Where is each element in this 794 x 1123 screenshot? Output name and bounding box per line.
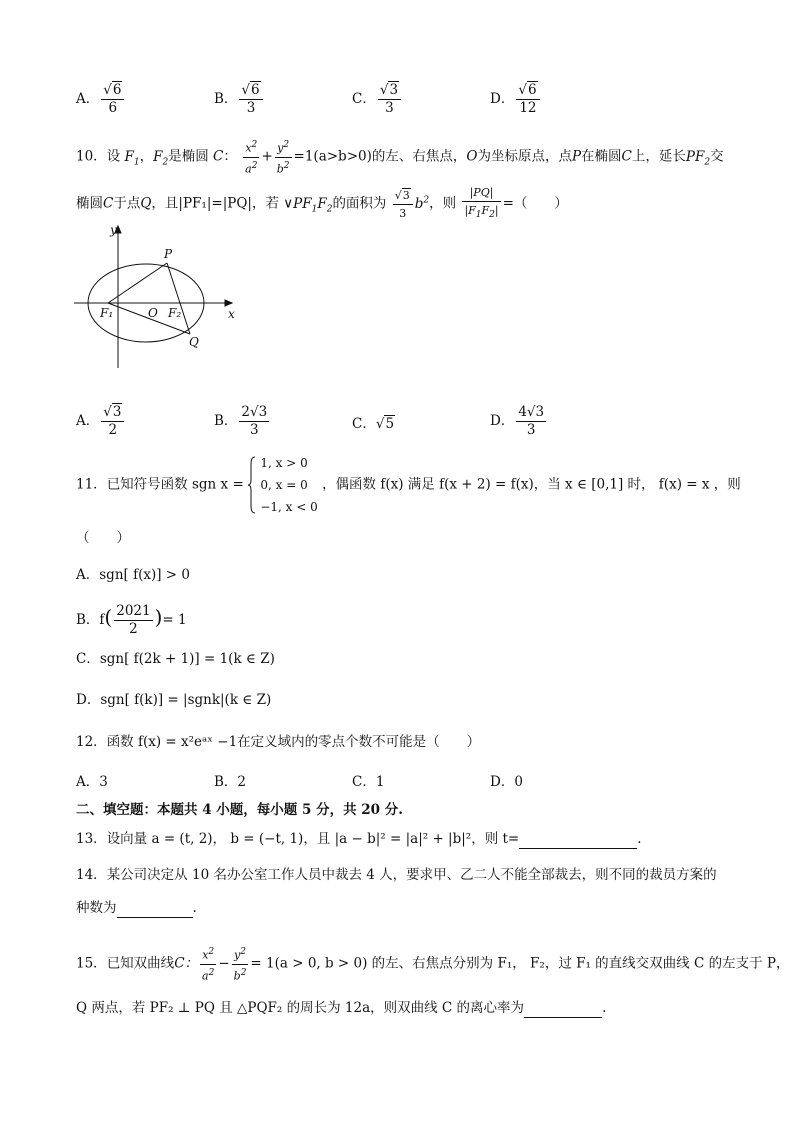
q10-option-d: D． $\frac{4√3}{3}$ xyxy=(490,404,545,438)
label-f2: F₂ xyxy=(168,306,182,320)
q12-option-d: D．0 xyxy=(490,774,523,790)
q12-option-a: A．3 xyxy=(76,774,108,790)
label-f1: F₁ xyxy=(100,306,114,320)
q15-answer-blank[interactable] xyxy=(524,1003,602,1018)
q12-stem: 12．函数 f(x) = x²eᵃˣ −1在定义域内的零点个数不可能是（ ） xyxy=(76,734,481,750)
q12-option-b: B．2 xyxy=(214,774,247,790)
q10-option-a: A． $\frac{√3}{2}$ xyxy=(76,405,126,438)
q11-paren: （ ） xyxy=(76,530,130,546)
ellipse-figure xyxy=(72,220,242,375)
label-p: P xyxy=(164,247,173,261)
piecewise-cases: 1, x > 0 0, x = 0 −1, x < 0 xyxy=(260,456,318,514)
q15-line1: 15．已知双曲线C： $\frac{x^2}{a^2}$ − $\frac{y^2}{b^2}$ = 1(a > 0, b > 0) 的左、右焦点分别为 F₁， F₂，过 F₁ 的直线交双曲线 C 的左支于 P， xyxy=(76,947,790,983)
q11-stem: 11．已知符号函数 sgn x = 1, x > 0 0, x = 0 −1, x < 0 ，偶函数 f(x) 满足 f(x + 2) = f(x)，当 x ∈ [0,1] 时， f(x) = x ，则 xyxy=(76,452,741,518)
q15-line2: Q 两点，若 PF₂ ⊥ PQ 且 △PQF₂ 的周长为 12a，则双曲线 C 的离心率为 . xyxy=(76,1000,607,1016)
q10-line2: 椭圆C于点Q，且|PF₁|=|PQ|，若 $\vee PF_1F_2$的面积为 $\frac{√3}{3}$ $b^2$，则 $\frac{|PQ|}{|F_1F_2|}$ =（ ） xyxy=(76,186,568,221)
q10-line1: 10．设 $F_1$，$F_2$是椭圆 C： $\frac{x^2}{a^2}$ + $\frac{y^2}{b^2}$ =1(a>b>0)的左、右焦点，O为坐标原点，点P在椭圆C上，延长$PF_2$交 xyxy=(76,140,724,176)
q11-option-b: B．f( $\frac{2021}{2}$ )= 1 xyxy=(76,603,187,637)
q13-answer-blank[interactable] xyxy=(519,834,637,849)
q14-line2: 种数为 . xyxy=(76,900,197,916)
q14-answer-blank[interactable] xyxy=(117,903,193,918)
q9-option-b: B． $\frac{√6}{3}$ xyxy=(214,83,265,116)
q9-option-c: C． $\frac{√3}{3}$ xyxy=(352,83,403,116)
q10-option-c: C．√5 xyxy=(352,416,395,432)
q13-stem: 13．设向量 a = (t, 2)， b = (−t, 1)，且 |a − b|² = |a|² + |b|²，则 t= . xyxy=(76,831,642,847)
q14-line1: 14．某公司决定从 10 名办公室工作人员中裁去 4 人，要求甲、乙二人不能全部裁去，则不同的裁员方案的 xyxy=(76,867,717,883)
segment-p-q xyxy=(167,263,190,334)
label-x: x xyxy=(228,307,235,321)
label-q: Q xyxy=(189,335,199,349)
label-o: O xyxy=(148,306,158,320)
section-fill-in-title: 二、填空题：本题共 4 小题，每小题 5 分，共 20 分. xyxy=(76,802,403,818)
q11-option-a: A．sgn[ f(x)] > 0 xyxy=(76,567,190,583)
q9-option-d: D． $\frac{√6}{12}$ xyxy=(490,83,542,116)
label-y: y xyxy=(110,223,117,237)
q11-option-c: C．sgn[ f(2k + 1)] = 1(k ∈ Z) xyxy=(76,651,275,667)
x-axis-arrow xyxy=(225,300,232,306)
piecewise-brace xyxy=(248,456,256,514)
q10-option-b: B． $\frac{2√3}{3}$ xyxy=(214,404,268,438)
q11-option-d: D．sgn[ f(k)] = |sgnk|(k ∈ Z) xyxy=(76,692,272,708)
q9-option-a: A． $\frac{√6}{6}$ xyxy=(76,83,126,116)
q12-option-c: C．1 xyxy=(352,774,385,790)
